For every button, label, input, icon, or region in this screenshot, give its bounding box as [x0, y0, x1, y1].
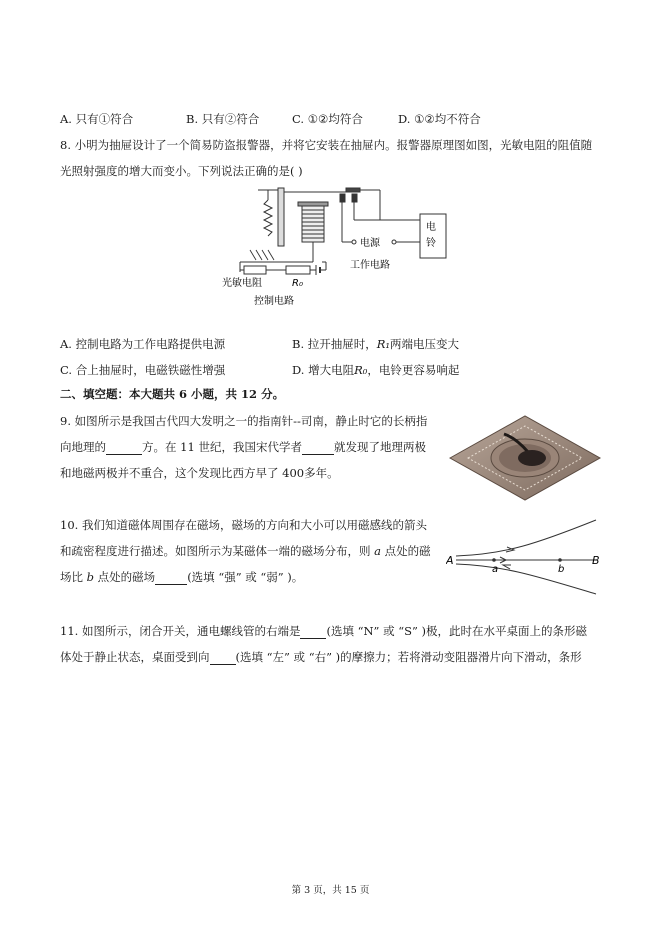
electric-bell-box — [420, 214, 446, 258]
label-b: b — [558, 564, 565, 575]
q11-line2: 体处于静止状态，桌面受到向 (选填 “左” 或 “右” )的摩擦力；若将滑动变阻器滑片向下滑动，条形 — [60, 650, 582, 664]
answer-blank[interactable] — [155, 572, 187, 585]
q9-line3: 和地磁两极并不重合，这个发现比西方早了 400多年。 — [60, 466, 339, 480]
q8-stem-line2: 光照射强度的增大而变小。下列说法正确的是( ) — [60, 164, 303, 178]
q7-option-c: C. ①②均符合 — [292, 112, 363, 126]
bell-label-2: 铃 — [426, 238, 436, 249]
page-footer: 第 3 页，共 15 页 — [291, 885, 370, 896]
q7-option-a: A. 只有①符合 — [60, 112, 134, 126]
armature — [278, 188, 284, 246]
q10-line1: 10. 我们知道磁体周围存在磁场，磁场的方向和大小可以用磁感线的箭头 — [60, 518, 427, 532]
spring — [264, 200, 272, 236]
electromagnet — [302, 206, 324, 242]
photoresistor — [244, 266, 266, 274]
bell-label-1: 电 — [426, 222, 436, 233]
power-label: 电源 — [360, 238, 380, 249]
alarm-circuit-diagram — [210, 180, 460, 310]
r0-label: R₀ — [292, 278, 303, 289]
ldr-label: 光敏电阻 — [222, 278, 262, 289]
answer-blank[interactable] — [302, 442, 334, 455]
answer-blank[interactable] — [210, 652, 236, 665]
section-title: 二、填空题：本大题共 6 小题，共 12 分。 — [60, 387, 285, 401]
q8-stem-line1: 8. 小明为抽屉设计了一个简易防盗报警器，并将它安装在抽屉内。报警器原理图如图，光敏电阻的阻值随 — [60, 138, 593, 152]
q11-line1: 11. 如图所示，闭合开关，通电螺线管的右端是 (选填 “N” 或 “S” )极，此时在水平桌面上的条形磁 — [60, 624, 588, 638]
answer-blank[interactable] — [300, 626, 326, 639]
q9-line1: 9. 如图所示是我国古代四大发明之一的指南针--司南，静止时它的长柄指 — [60, 414, 428, 428]
q10-line2: 和疏密程度进行描述。如图所示为某磁体一端的磁场分布，则 a 点处的磁 — [60, 544, 431, 558]
answer-blank[interactable] — [106, 442, 142, 455]
sinan-compass-image — [446, 412, 604, 504]
r0-resistor — [286, 266, 310, 274]
q7-option-b: B. 只有②符合 — [186, 112, 260, 126]
label-a-big: A — [446, 554, 454, 567]
label-b-big: B — [592, 554, 600, 567]
label-a: a — [492, 564, 499, 575]
q8-option-b: B. 拉开抽屉时，R₁两端电压变大 — [292, 337, 460, 351]
q7-option-d: D. ①②均不符合 — [398, 112, 481, 126]
q8-option-a: A. 控制电路为工作电路提供电源 — [60, 337, 226, 351]
q8-option-c: C. 合上抽屉时，电磁铁磁性增强 — [60, 363, 226, 377]
magnetic-field-lines-diagram — [446, 514, 606, 598]
q8-option-d: D. 增大电阻R₀，电铃更容易响起 — [292, 363, 460, 377]
q10-line3: 场比 b 点处的磁场 (选填 “强” 或 “弱” )。 — [60, 570, 304, 584]
work-circuit-label: 工作电路 — [350, 260, 390, 271]
control-circuit-label: 控制电路 — [254, 296, 294, 307]
q9-line2: 向地理的 方。在 11 世纪，我国宋代学者 就发现了地理两极 — [60, 440, 426, 454]
spoon-bowl — [518, 450, 546, 466]
